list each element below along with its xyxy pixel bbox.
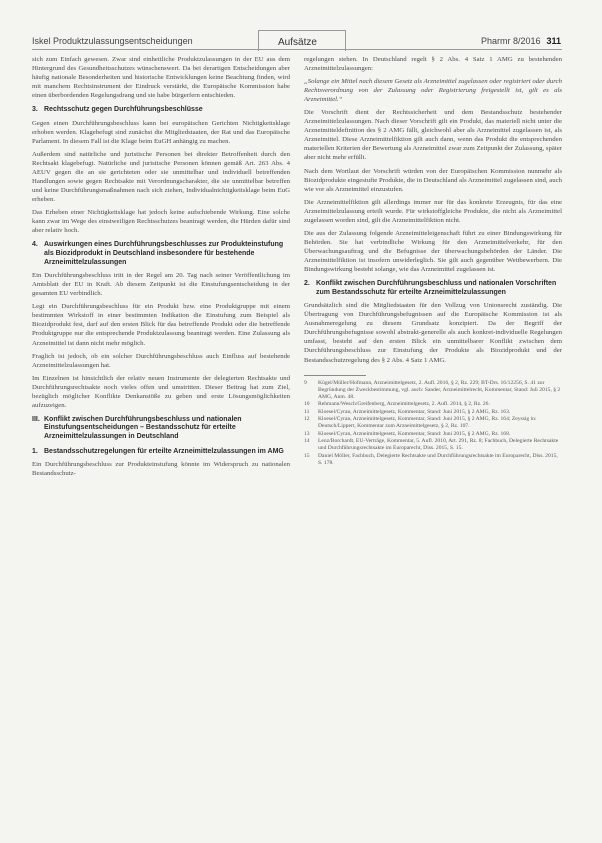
footnote-text: Lenz/Borchardt, EU-Verträge, Kommentar, 5. Aufl. 2010, Art. 291, Rz. 8; Fachbuch, Delegierte Rechtsakte und Durchführungsrechtsakte im Europarecht, Diss. 2015, S. 15.: [318, 437, 559, 452]
section-heading: [304, 280, 562, 297]
paragraph: Fraglich ist jedoch, ob ein solcher Durchführungsbeschluss auch Einfluss auf bestehende Arzneimittelzulassungen hat.: [32, 352, 290, 369]
footnote: [304, 438, 562, 453]
paragraph: Nach dem Wortlaut der Vorschrift würden von der Europäischen Kommission nunmehr als Biozidprodukte eingestufte Produkte, die in Deutschland als Arzneimittel zugelassen sind, auch wie vor als Arzneimittel einzustufen.: [304, 167, 562, 193]
footnote-text: Kloesel/Cyran, Arzneimittelgesetz, Kommentar, Stand: Juni 2015, § 2 AMG, Rz. 168.: [318, 430, 511, 437]
footnote: [304, 401, 562, 408]
footnote-number: 13: [304, 430, 310, 437]
section-heading: [32, 241, 290, 267]
footnote-text: Daniel Möller, Fachbuch, Delegierte Rechtsakte und Durchführungsrechtsakte im Europarecht, Diss. 2015, S. 178.: [318, 452, 558, 466]
footnote-number: 12: [304, 416, 310, 423]
paragraph: Legt ein Durchführungsbeschluss für ein Produkt bzw. eine Produktgruppe mit einem bestimmten Wirkstoff in einer bestimmten Indikation die Einstufung zum Beispiel als Biozidprodukt fest, darf auf den ersten Blick für das betreffende Produkt oder die betreffende Produktgruppe nur die entsprechende Produktzulassung beantragt werden. Eine Zulassung als Arzneimittel ist dann nicht mehr möglich.: [32, 303, 290, 347]
paragraph: Grundsätzlich sind die Mitgliedstaaten für den Vollzug von Unionsrecht zuständig. Die Übertragung von Durchführungsbefugnissen auf die Europäische Kommission ist als Ausnahmeregelung zu diesem Grundsatz konzipiert. Da der Begriff der Durchführungsbefugnisse sowohl abstrakt-generelle als auch konkret-individuelle Regelungen umfasst, besteht auf den ersten Blick ein unmittelbarer Konflikt zwischen dem Durchführungsbeschluss zur Einstufung der Produkte als Biozidprodukt und der Bestandsschutzregelung des § 2 Abs. 4 Satz 1 AMG.: [304, 302, 562, 364]
section-number: 3.: [32, 106, 38, 114]
footnote-text: Kloesel/Cyran, Arzneimittelgesetz, Kommentar, Stand: Juni 2015, § 2 AMG, Rz. 164; Zeyssig in: Deutsch/Lippert, Kommentar zum Arzneimittelgesetz, § 2, Rz. 107.: [318, 416, 537, 430]
section-number: 4.: [32, 241, 38, 249]
section-heading: [32, 416, 290, 442]
section-heading: [32, 448, 290, 457]
right-column: [304, 55, 562, 467]
section-title: Auswirkungen eines Durchführungsbeschlusses zur Produkteinstufung als Biozidprodukt in Deutschland insbesondere für bestehende Arzneimittelzulassungen: [44, 241, 284, 266]
paragraph: Außerdem sind natürliche und juristische Personen bei direkter Betroffenheit durch den Rechtsakt klagebefugt. Natürliche und juristische Personen können gemäß Art. 263 Abs. 4 AEUV gegen die an sie gerichteten oder sie unmittelbar und individuell betreffenden Handlungen sowie gegen Rechtsakte mit Verordnungscharakter, die sie unmittelbar betreffen und keine Durchführungsmaßnahmen nach sich ziehen, Individualnichtigkeitsklage beim EuG erheben.: [32, 150, 290, 204]
paragraph: Ein Durchführungsbeschluss tritt in der Regel am 20. Tag nach seiner Veröffentlichung im Amtsblatt der EU in Kraft. Ab diesem Zeitpunkt ist die Einstufungsentscheidung in der gesamten EU verbindlich.: [32, 272, 290, 298]
quoted-statute: „Solange ein Mittel nach diesem Gesetz als Arzneimittel zugelassen oder registriert oder durch Rechtsverordnung von der Zulassung oder Registrierung freigestellt ist, gilt es als Arzneimittel.“: [304, 78, 562, 104]
footnote-text: Kloesel/Cyran, Arzneimittelgesetz, Kommentar, Stand: Juni 2015, § 2 AMG, Rz. 163.: [318, 408, 511, 415]
page-number: 311: [546, 36, 562, 46]
paragraph: regelungen stehen. In Deutschland regelt § 2 Abs. 4 Satz 1 AMG zu bestehenden Arzneimittelzulassungen:: [304, 56, 562, 73]
section-title: Bestandsschutzregelungen für erteilte Arzneimittelzulassungen im AMG: [44, 447, 284, 455]
section-heading: [32, 106, 290, 115]
footnote-number: 10: [304, 401, 310, 408]
footnote-number: 11: [304, 408, 310, 415]
footnote-number: 14: [304, 437, 310, 444]
paragraph: Im Einzelnen ist hinsichtlich der relativ neuen Instrumente der delegierten Rechtsakte und Durchführungsrechtsakte noch vieles offen und umstritten. Dieser Beitrag hat zum Ziel, bezüglich möglicher Konflikte Denkanstöße zu geben und erste Lösungsmöglichkeiten aufzuzeigen.: [32, 374, 290, 409]
paragraph: Ein Durchführungsbeschluss zur Produkteinstufung könnte im Widerspruch zu nationalen Bestandsschutz-: [32, 461, 290, 478]
section-title: Konflikt zwischen Durchführungsbeschluss und nationalen Einstufungsentscheidungen – Bestandsschutz für erteilte Arzneimittelzulassungen in Deutschland: [44, 415, 242, 441]
paragraph: sich zum Einfach gewesen. Zwar sind einheitliche Produktzulassungen in der EU aus dem Hintergrund des Gesundheitsschutzes wünschenswert. Da bei derartigen Entscheidungen aber häufig nationale Besonderheiten und historische Entwicklungen keine Beachtung finden, wird mit manchem Rechtsinstrument der Eindruck verstärkt, die Europäische Kommission habe einen überbordenden Regelungsdrang und sie habe bürgerfern entschieden.: [32, 56, 290, 100]
footnote: [304, 380, 562, 402]
journal-issue: Pharmr 8/2016: [481, 36, 541, 46]
journal-page-info: [481, 36, 561, 46]
left-column: [32, 55, 290, 482]
footnote-text: Kügel/Müller/Hofmann, Arzneimittelgesetz, 2. Aufl. 2016, § 2, Rz. 229; BT-Drs. 16/12256, S. 41 zur Begründung der Zweckbestimmung, vgl. auch: Sander, Arzneimittelrecht, Kommentar, Stand: Juli 2015, § 2 AMG, Anm. 48.: [318, 379, 561, 401]
footnote: [304, 431, 562, 438]
right-column-body: [304, 55, 562, 365]
paragraph: Die Vorschrift dient der Rechtssicherheit und dem Bestandsschutz bestehender Arzneimittelzulassungen. Nach dieser Vorschrift gilt ein Produkt, das materiell nicht unter die Arzneimitteldefinition des § 2 AMG fällt, gleichwohl aber als Arzneimittel zugelassen ist, als Arzneimittel. Diese Arzneimittelfiktion gilt auch dann, wenn das Produkt die entsprechenden materiellen Kriterien der Bewertung als Arzneimittel zwar zum Zeitpunkt der Zulassung, später aber nicht mehr erfüllt.: [304, 109, 562, 162]
footnote-rule: [304, 375, 366, 376]
footnote: [304, 416, 562, 431]
running-header-title: Iskel Produktzulassungsentscheidungen: [32, 36, 193, 46]
section-title: Rechtsschutz gegen Durchführungsbeschlüsse: [44, 106, 203, 114]
section-number: 1.: [32, 447, 38, 455]
footnote: [304, 409, 562, 416]
section-number: 2.: [304, 280, 310, 288]
paragraph: Gegen einen Durchführungsbeschluss kann bei europäischen Gerichten Nichtigkeitsklage erhoben werden. Klagebefugt sind zunächst die Mitgliedstaaten, der Rat und das Europäische Parlament. In diesem Fall ist die Klage beim EuGH anhängig zu machen.: [32, 119, 290, 145]
paragraph: Das Erheben einer Nichtigkeitsklage hat jedoch keine aufschiebende Wirkung. Eine solche kann zwar im Wege des einstweiligen Rechtsschutzes beantragt werden, die Hürden dafür sind aber relativ hoch.: [32, 209, 290, 235]
header-rule: [32, 49, 562, 50]
paragraph: Die Arzneimittelfiktion gilt allerdings immer nur für das konkrete Erzeugnis, für das eine Arzneimittelzulassung erteilt wurde. Für wirkstoffgleiche Produkte, die nicht als Arzneimittel zugelassen worden sind, gilt die Arzneimittelfiktion nicht.: [304, 198, 562, 224]
footnote-number: 9: [304, 379, 307, 386]
footnotes: [304, 380, 562, 468]
footnote: [304, 453, 562, 468]
paragraph: Die aus der Zulassung folgende Arzneimitteleigenschaft führt zu einer Bindungswirkung für Behörden. Sie hat verbindliche Wirkung für den Arzneimittelverkehr, für den Überwachungsauftrag und die Befugnisse der überwachungsbehörden der Länder. Die Arzneimittelfiktion ist insofern unwiderleglich. Sie gilt auch gegenüber Wettbewerbern. Die Bindungswirkung besteht solange, wie das Arzneimittel zugelassen ist.: [304, 229, 562, 273]
section-title: Konflikt zwischen Durchführungsbeschluss und nationalen Vorschriften zum Bestandsschutz für erteilte Arzneimittelzulassungen: [316, 280, 557, 296]
footnote-text: Rehmann/Wesch/Greifenberg, Arzneimittelgesetz, 2. Aufl. 2014, § 2, Rz. 26.: [318, 401, 490, 408]
footnote-number: 15: [304, 452, 310, 459]
section-number: III.: [32, 415, 40, 423]
section-label: Aufsätze: [278, 37, 317, 48]
